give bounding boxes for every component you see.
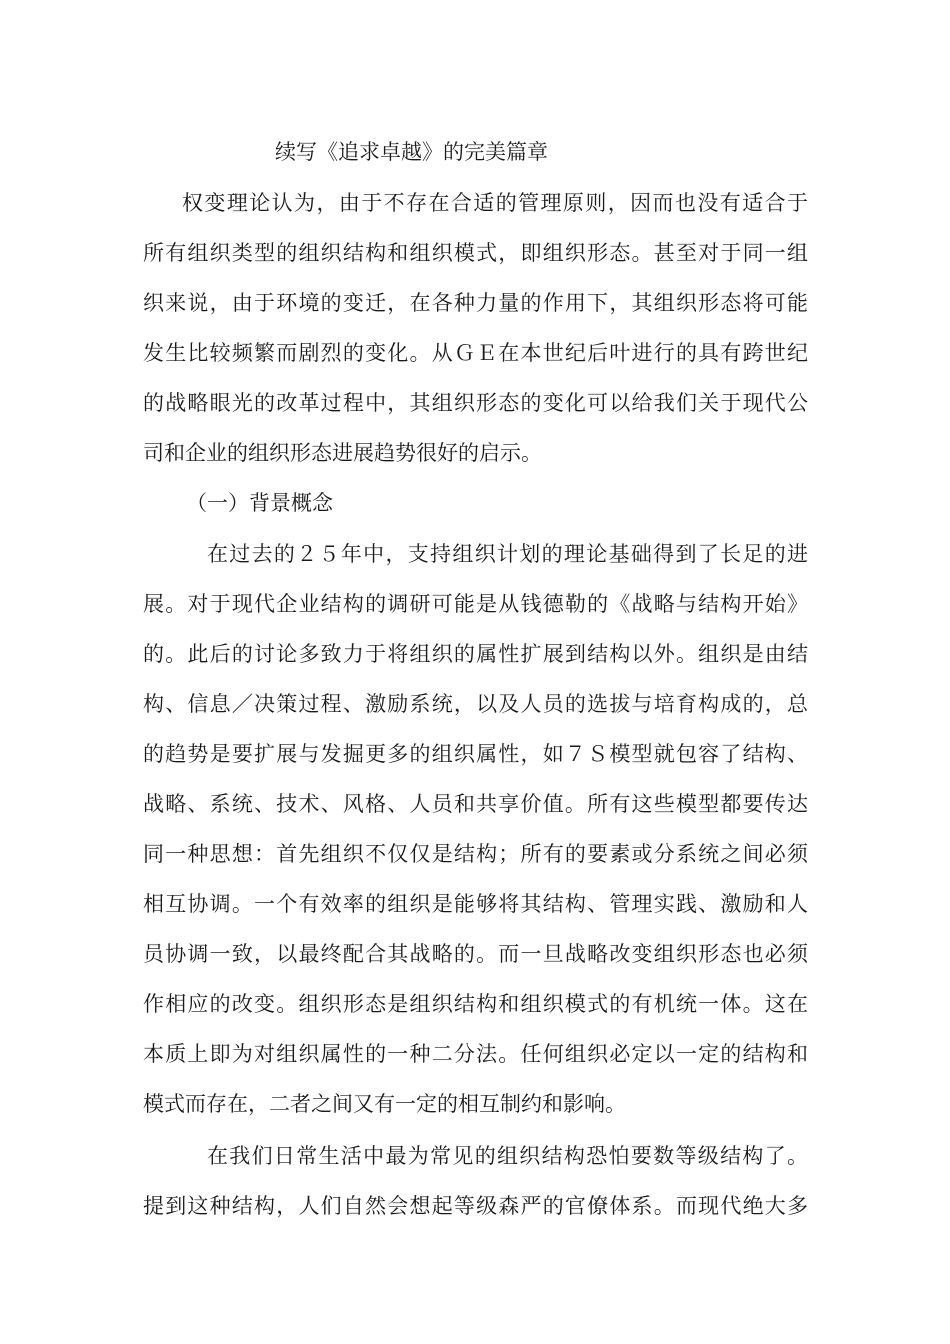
paragraph-line: 提到这种结构，人们自然会想起等级森严的官僚体系。而现代绝大多 [143, 1194, 808, 1218]
paragraph-line: 织来说，由于环境的变迁，在各种力量的作用下，其组织形态将可能 [143, 291, 808, 315]
paragraph-line: 在我们日常生活中最为常见的组织结构恐怕要数等级结构了。 [207, 1144, 808, 1168]
document-title: 续写《追求卓越》的完美篇章 [275, 140, 548, 164]
paragraph-line: 同一种思想：首先组织不仅仅是结构；所有的要素或分系统之间必须 [143, 842, 808, 866]
paragraph-line: 员协调一致，以最终配合其战略的。而一旦战略改变组织形态也必须 [143, 942, 808, 966]
paragraph-line: 的趋势是要扩展与发掘更多的组织属性，如７Ｓ模型就包容了结构、 [143, 742, 808, 766]
paragraph-line: 模式而存在，二者之间又有一定的相互制约和影响。 [143, 1092, 626, 1116]
paragraph-line: 构、信息／决策过程、激励系统，以及人员的选拔与培育构成的，总 [143, 692, 808, 716]
paragraph-line: 战略、系统、技术、风格、人员和共享价值。所有这些模型都要传达 [143, 792, 808, 816]
paragraph-line: 展。对于现代企业结构的调研可能是从钱德勒的《战略与结构开始》 [143, 592, 808, 616]
section-heading: （一）背景概念 [186, 491, 333, 515]
paragraph-line: 司和企业的组织形态进展趋势很好的启示。 [143, 441, 542, 465]
paragraph-line: 相互协调。一个有效率的组织是能够将其结构、管理实践、激励和人 [143, 892, 808, 916]
paragraph-line: 作相应的改变。组织形态是组织结构和组织模式的有机统一体。这在 [143, 992, 808, 1016]
paragraph-line: 的。此后的讨论多致力于将组织的属性扩展到结构以外。组织是由结 [143, 642, 808, 666]
paragraph-line: 的战略眼光的改革过程中，其组织形态的变化可以给我们关于现代公 [143, 391, 808, 415]
paragraph-line: 在过去的２５年中，支持组织计划的理论基础得到了长足的进 [207, 542, 808, 566]
paragraph-line: 本质上即为对组织属性的一种二分法。任何组织必定以一定的结构和 [143, 1042, 808, 1066]
paragraph-line: 权变理论认为，由于不存在合适的管理原则，因而也没有适合于 [182, 191, 808, 215]
paragraph-line: 发生比较频繁而剧烈的变化。从ＧＥ在本世纪后叶进行的具有跨世纪 [143, 341, 808, 365]
paragraph-line: 所有组织类型的组织结构和组织模式，即组织形态。甚至对于同一组 [143, 241, 808, 265]
